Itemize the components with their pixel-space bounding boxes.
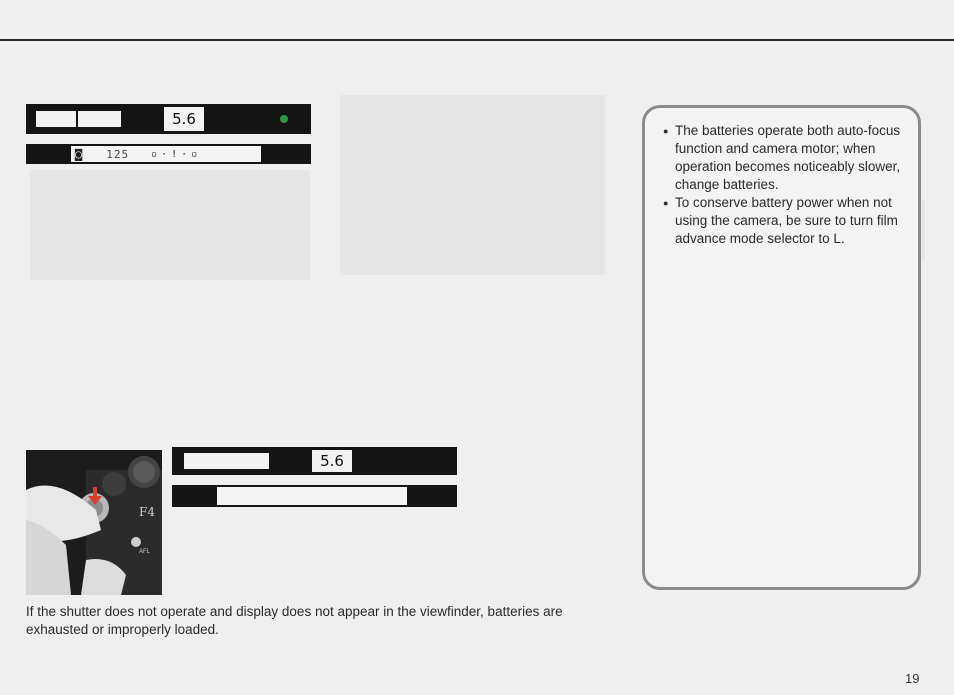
metering-mode-icon: ◙ (75, 147, 83, 161)
aperture-readout-bottom: 5.6 (312, 450, 352, 472)
shutter-speed-readout: 125 (106, 147, 130, 161)
lcd-segment-divider (76, 111, 78, 127)
camera-shutter-photo (26, 450, 162, 595)
camera-badge: F4 (139, 505, 155, 519)
viewfinder-display-bottom (172, 447, 457, 475)
aperture-readout-top: 5.6 (164, 107, 204, 131)
lcd-blank-window (217, 487, 407, 505)
note-item: ● To conserve battery power when not using the camera, be sure to turn film advance mode selector to L. (664, 194, 904, 248)
bleed-through-block (30, 170, 310, 280)
page-number: 19 (905, 671, 920, 686)
viewfinder-display-top-lower (26, 144, 311, 164)
viewfinder-display-bottom-lower (172, 485, 457, 507)
lcd-blank-segment (184, 453, 269, 469)
lcd-readout-window (71, 146, 261, 162)
caption-text: If the shutter does not operate and display does not appear in the viewfinder, batteries are exhausted or improperly loaded. (26, 604, 563, 637)
camera-illustration (26, 450, 162, 595)
in-focus-indicator (280, 115, 288, 123)
bleed-through-block (340, 95, 605, 275)
viewfinder-display-top (26, 104, 311, 134)
lcd-indicator-segment (36, 111, 121, 127)
exposure-scale: ▫·!·▫ (151, 148, 202, 160)
note-item: ● The batteries operate both auto-focus function and camera motor; when operation becomes noticeably slower, change batteries. (664, 122, 904, 194)
top-rule (0, 39, 954, 41)
notes-list (664, 122, 904, 248)
afl-button-label: AFL (139, 549, 151, 555)
